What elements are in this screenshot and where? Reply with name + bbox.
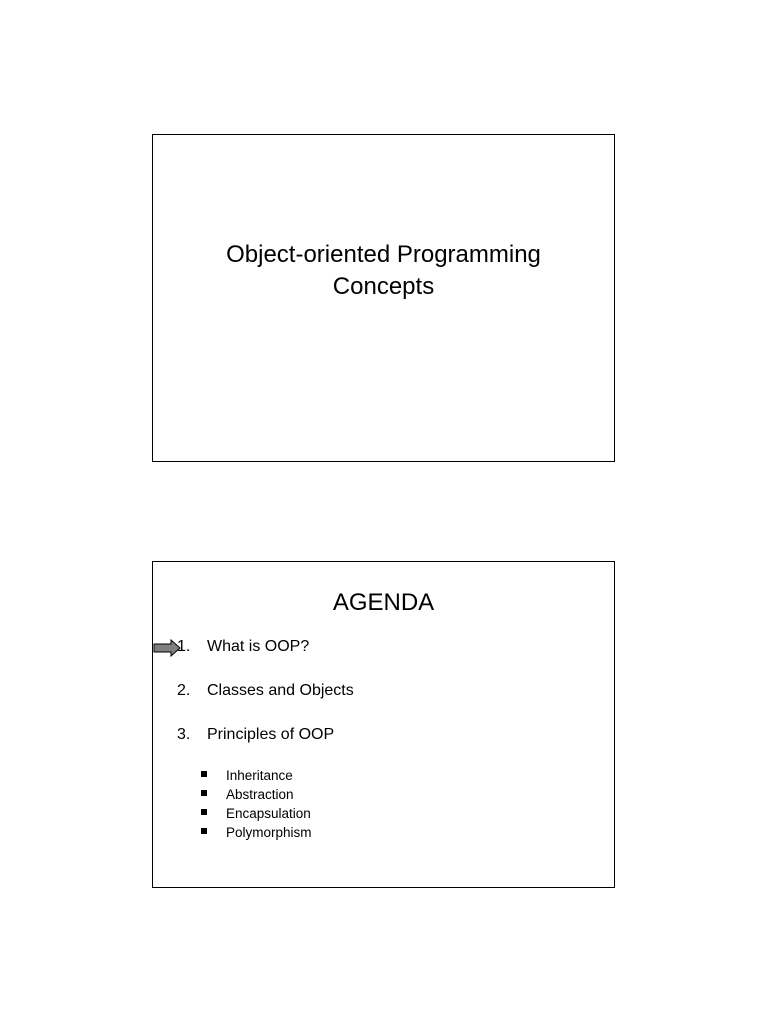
agenda-heading: AGENDA xyxy=(332,589,435,616)
principle-label: Polymorphism xyxy=(226,825,312,840)
title-line-2: Concepts xyxy=(332,273,435,300)
agenda-item-number: 1. xyxy=(177,638,191,655)
slide-title xyxy=(152,134,615,462)
square-bullet-icon xyxy=(201,809,207,815)
principle-label: Encapsulation xyxy=(226,806,311,821)
principle-item xyxy=(201,823,312,842)
agenda-item-number: 3. xyxy=(177,726,191,743)
agenda-item-label: Classes and Objects xyxy=(207,682,354,699)
principle-item xyxy=(201,785,312,804)
agenda-item-number: 2. xyxy=(177,682,191,699)
agenda-item xyxy=(177,725,354,769)
slide-title-text xyxy=(153,239,614,303)
agenda-item-label: Principles of OOP xyxy=(207,726,335,743)
square-bullet-icon xyxy=(201,790,207,796)
square-bullet-icon xyxy=(201,771,207,777)
slide-agenda xyxy=(152,561,615,888)
principle-item xyxy=(201,804,312,823)
principles-list xyxy=(201,766,312,842)
agenda-item xyxy=(177,637,354,681)
agenda-item xyxy=(177,681,354,725)
agenda-list xyxy=(177,637,354,769)
principle-label: Inheritance xyxy=(226,768,293,783)
principle-item xyxy=(201,766,312,785)
principle-label: Abstraction xyxy=(226,787,294,802)
square-bullet-icon xyxy=(201,828,207,834)
title-line-1: Object-oriented Programming xyxy=(226,241,541,268)
agenda-item-label: What is OOP? xyxy=(207,638,310,655)
